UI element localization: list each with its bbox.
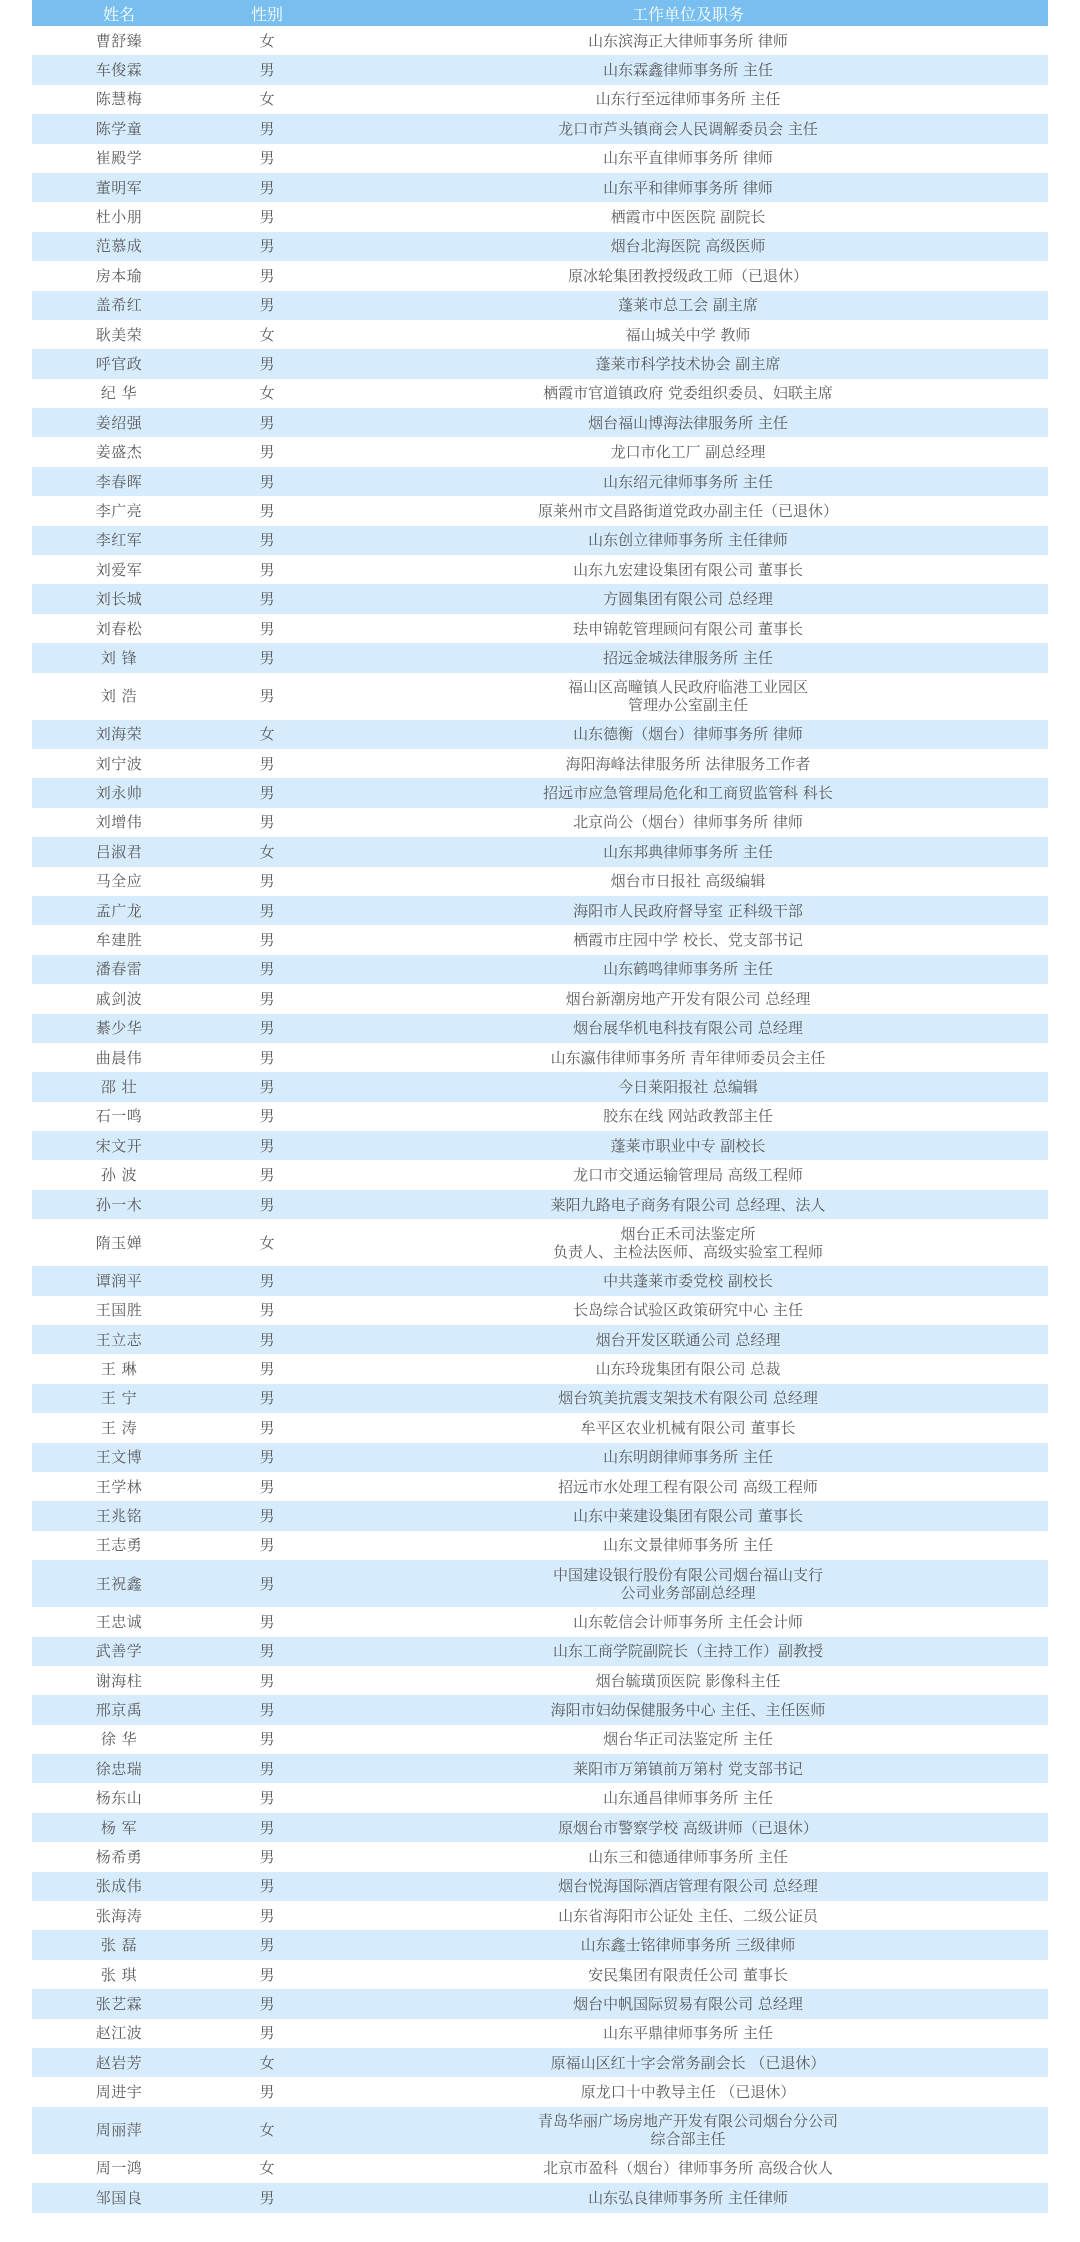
cell-gender: 女 [206,2048,328,2077]
cell-work: 烟台悦海国际酒店管理有限公司 总经理 [328,1872,1048,1901]
cell-name: 石一鸣 [32,1102,206,1131]
table-row [32,2019,1048,2048]
table-row [32,85,1048,114]
cell-gender: 男 [206,1413,328,1442]
table-row [32,1354,1048,1383]
cell-name: 刘 浩 [32,673,206,720]
table-row [32,643,1048,672]
cell-name: 耿美荣 [32,320,206,349]
cell-work: 龙口市化工厂 副总经理 [328,437,1048,466]
table-row [32,437,1048,466]
table-row [32,1560,1048,1607]
cell-gender: 男 [206,1560,328,1607]
cell-name: 王立志 [32,1325,206,1354]
cell-work: 海阳海峰法律服务所 法律服务工作者 [328,749,1048,778]
cell-work: 原龙口十中教导主任 （已退休） [328,2077,1048,2106]
cell-gender: 男 [206,614,328,643]
table-row [32,1160,1048,1189]
cell-work: 山东鑫士铭律师事务所 三级律师 [328,1930,1048,1959]
cell-work: 北京市盈科（烟台）律师事务所 高级合伙人 [328,2154,1048,2183]
cell-gender: 男 [206,1325,328,1354]
table-row [32,808,1048,837]
cell-gender: 男 [206,1190,328,1219]
cell-name: 邹国良 [32,2183,206,2212]
cell-name: 李广亮 [32,496,206,525]
table-row [32,1266,1048,1295]
table-row [32,232,1048,261]
cell-gender: 男 [206,1443,328,1472]
cell-name: 刘宁波 [32,749,206,778]
cell-gender: 男 [206,1901,328,1930]
cell-name: 徐忠瑞 [32,1754,206,1783]
cell-name: 王 宁 [32,1384,206,1413]
table-row [32,1607,1048,1636]
table-row [32,1325,1048,1354]
cell-name: 牟建胜 [32,925,206,954]
cell-work: 海阳市妇幼保健服务中心 主任、主任医师 [328,1695,1048,1724]
cell-gender: 女 [206,720,328,749]
cell-work: 中国建设银行股份有限公司烟台福山支行 公司业务部副总经理 [328,1560,1048,1607]
cell-name: 李红军 [32,526,206,555]
table-row [32,1754,1048,1783]
cell-name: 李春晖 [32,467,206,496]
cell-work: 烟台中帆国际贸易有限公司 总经理 [328,1989,1048,2018]
cell-name: 曲晨伟 [32,1043,206,1072]
cell-gender: 男 [206,673,328,720]
table-row [32,720,1048,749]
cell-name: 陈慧梅 [32,85,206,114]
cell-name: 王祝鑫 [32,1560,206,1607]
table-row [32,749,1048,778]
cell-work: 山东三和德通律师事务所 主任 [328,1842,1048,1871]
cell-work: 烟台开发区联通公司 总经理 [328,1325,1048,1354]
cell-work: 山东省海阳市公证处 主任、二级公证员 [328,1901,1048,1930]
table-row [32,1072,1048,1101]
cell-name: 王学林 [32,1472,206,1501]
cell-name: 戚剑波 [32,984,206,1013]
cell-name: 车俊霖 [32,55,206,84]
cell-name: 张 磊 [32,1930,206,1959]
cell-gender: 女 [206,379,328,408]
table-row [32,2077,1048,2106]
table-row [32,837,1048,866]
cell-name: 刘增伟 [32,808,206,837]
table-row [32,26,1048,55]
cell-work: 招远市水处理工程有限公司 高级工程师 [328,1472,1048,1501]
cell-gender: 男 [206,1813,328,1842]
cell-gender: 男 [206,808,328,837]
cell-name: 王志勇 [32,1531,206,1560]
table-body [32,26,1048,2213]
cell-name: 綦少华 [32,1014,206,1043]
cell-name: 杜小朋 [32,202,206,231]
cell-work: 烟台福山博海法律服务所 主任 [328,408,1048,437]
cell-gender: 女 [206,837,328,866]
cell-gender: 男 [206,232,328,261]
cell-name: 董明军 [32,173,206,202]
table-row [32,1637,1048,1666]
table-row [32,1725,1048,1754]
cell-work: 山东瀛伟律师事务所 青年律师委员会主任 [328,1043,1048,1072]
cell-work: 山东平直律师事务所 律师 [328,144,1048,173]
table-row [32,1190,1048,1219]
cell-work: 福山区高疃镇人民政府临港工业园区 管理办公室副主任 [328,673,1048,720]
cell-gender: 男 [206,643,328,672]
cell-work: 龙口市芦头镇商会人民调解委员会 主任 [328,114,1048,143]
table-row [32,955,1048,984]
table-row [32,1296,1048,1325]
cell-name: 徐 华 [32,1725,206,1754]
table-row [32,2107,1048,2154]
cell-name: 姜盛杰 [32,437,206,466]
table-row [32,1413,1048,1442]
cell-gender: 男 [206,1842,328,1871]
cell-gender: 男 [206,2183,328,2212]
cell-gender: 男 [206,1872,328,1901]
cell-work: 方圆集团有限公司 总经理 [328,584,1048,613]
cell-work: 牟平区农业机械有限公司 董事长 [328,1413,1048,1442]
cell-name: 曹舒臻 [32,26,206,55]
cell-work: 烟台北海医院 高级医师 [328,232,1048,261]
cell-work: 山东绍元律师事务所 主任 [328,467,1048,496]
header-row [32,0,1048,26]
cell-gender: 男 [206,1501,328,1530]
cell-gender: 男 [206,1607,328,1636]
table-row [32,673,1048,720]
cell-gender: 男 [206,1043,328,1072]
cell-name: 王 琳 [32,1354,206,1383]
cell-gender: 男 [206,1296,328,1325]
cell-name: 周一鸿 [32,2154,206,2183]
cell-work: 烟台筑美抗震支架技术有限公司 总经理 [328,1384,1048,1413]
table-row [32,1960,1048,1989]
cell-work: 青岛华丽广场房地产开发有限公司烟台分公司 综合部主任 [328,2107,1048,2154]
cell-name: 张艺霖 [32,1989,206,2018]
table-row [32,1989,1048,2018]
cell-name: 陈学童 [32,114,206,143]
cell-name: 吕淑君 [32,837,206,866]
cell-work: 山东九宏建设集团有限公司 董事长 [328,555,1048,584]
table-row [32,1783,1048,1812]
cell-name: 王文博 [32,1443,206,1472]
table-row [32,1443,1048,1472]
cell-work: 莱阳九路电子商务有限公司 总经理、法人 [328,1190,1048,1219]
cell-gender: 男 [206,1531,328,1560]
cell-gender: 男 [206,896,328,925]
cell-gender: 男 [206,1989,328,2018]
cell-gender: 男 [206,467,328,496]
cell-gender: 男 [206,1695,328,1724]
cell-work: 烟台新潮房地产开发有限公司 总经理 [328,984,1048,1013]
cell-work: 蓬莱市职业中专 副校长 [328,1131,1048,1160]
cell-gender: 男 [206,2077,328,2106]
table-row [32,1531,1048,1560]
cell-name: 赵岩芳 [32,2048,206,2077]
table-row [32,2048,1048,2077]
table-row [32,984,1048,1013]
table-row [32,1501,1048,1530]
cell-name: 王忠诚 [32,1607,206,1636]
roster-table [32,0,1048,2213]
cell-gender: 男 [206,1160,328,1189]
cell-gender: 男 [206,1666,328,1695]
cell-gender: 男 [206,1783,328,1812]
cell-gender: 女 [206,26,328,55]
cell-work: 烟台毓璜顶医院 影像科主任 [328,1666,1048,1695]
roster-table-container [32,0,1048,2213]
cell-name: 刘 锋 [32,643,206,672]
table-row [32,202,1048,231]
cell-gender: 男 [206,1384,328,1413]
table-row [32,867,1048,896]
cell-work: 山东创立律师事务所 主任律师 [328,526,1048,555]
cell-name: 姜绍强 [32,408,206,437]
table-row [32,55,1048,84]
cell-gender: 男 [206,1102,328,1131]
cell-gender: 男 [206,144,328,173]
cell-gender: 男 [206,2019,328,2048]
cell-work: 烟台华正司法鉴定所 主任 [328,1725,1048,1754]
cell-gender: 男 [206,1472,328,1501]
cell-name: 孟广龙 [32,896,206,925]
cell-work: 栖霞市官道镇政府 党委组织委员、妇联主席 [328,379,1048,408]
table-row [32,1666,1048,1695]
cell-name: 谢海柱 [32,1666,206,1695]
cell-gender: 男 [206,1131,328,1160]
cell-name: 刘长城 [32,584,206,613]
cell-work: 山东乾信会计师事务所 主任会计师 [328,1607,1048,1636]
cell-gender: 男 [206,1725,328,1754]
cell-work: 烟台正禾司法鉴定所 负责人、主检法医师、高级实验室工程师 [328,1219,1048,1266]
cell-name: 刘海荣 [32,720,206,749]
cell-gender: 男 [206,749,328,778]
cell-name: 孙 波 [32,1160,206,1189]
cell-name: 王 涛 [32,1413,206,1442]
cell-name: 谭润平 [32,1266,206,1295]
cell-name: 张海涛 [32,1901,206,1930]
cell-work: 蓬莱市科学技术协会 副主席 [328,349,1048,378]
table-row [32,1131,1048,1160]
header-name: 姓名 [32,0,206,26]
cell-gender: 男 [206,984,328,1013]
table-row [32,1472,1048,1501]
cell-gender: 男 [206,1637,328,1666]
cell-name: 刘永帅 [32,778,206,807]
table-row [32,778,1048,807]
cell-work: 福山城关中学 教师 [328,320,1048,349]
cell-work: 栖霞市中医医院 副院长 [328,202,1048,231]
cell-gender: 男 [206,202,328,231]
table-row [32,1842,1048,1871]
cell-name: 马全应 [32,867,206,896]
cell-name: 崔殿学 [32,144,206,173]
table-row [32,379,1048,408]
cell-gender: 男 [206,437,328,466]
cell-work: 北京尚公（烟台）律师事务所 律师 [328,808,1048,837]
table-row [32,291,1048,320]
cell-gender: 男 [206,955,328,984]
cell-gender: 女 [206,320,328,349]
table-row [32,408,1048,437]
cell-name: 潘春雷 [32,955,206,984]
table-row [32,467,1048,496]
table-row [32,320,1048,349]
cell-name: 王兆铭 [32,1501,206,1530]
cell-name: 武善学 [32,1637,206,1666]
cell-gender: 男 [206,114,328,143]
cell-work: 山东行至远律师事务所 主任 [328,85,1048,114]
table-header [32,0,1048,26]
cell-work: 烟台市日报社 高级编辑 [328,867,1048,896]
cell-work: 山东平和律师事务所 律师 [328,173,1048,202]
cell-name: 刘春松 [32,614,206,643]
table-row [32,1695,1048,1724]
cell-gender: 女 [206,2154,328,2183]
cell-gender: 男 [206,584,328,613]
cell-work: 山东文景律师事务所 主任 [328,1531,1048,1560]
cell-work: 山东平鼎律师事务所 主任 [328,2019,1048,2048]
cell-work: 山东明朗律师事务所 主任 [328,1443,1048,1472]
cell-name: 杨 军 [32,1813,206,1842]
cell-gender: 男 [206,496,328,525]
table-row [32,1384,1048,1413]
cell-gender: 男 [206,1014,328,1043]
cell-gender: 男 [206,1754,328,1783]
cell-work: 珐申锦乾管理顾问有限公司 董事长 [328,614,1048,643]
cell-name: 盖希红 [32,291,206,320]
cell-name: 隋玉婵 [32,1219,206,1266]
cell-gender: 男 [206,349,328,378]
cell-gender: 男 [206,1072,328,1101]
table-row [32,555,1048,584]
cell-name: 王国胜 [32,1296,206,1325]
cell-gender: 男 [206,1930,328,1959]
cell-name: 邵 壮 [32,1072,206,1101]
cell-work: 山东德衡（烟台）律师事务所 律师 [328,720,1048,749]
table-row [32,896,1048,925]
cell-gender: 男 [206,261,328,290]
cell-name: 宋文开 [32,1131,206,1160]
cell-gender: 男 [206,778,328,807]
cell-work: 栖霞市庄园中学 校长、党支部书记 [328,925,1048,954]
cell-gender: 男 [206,1960,328,1989]
table-row [32,2183,1048,2212]
cell-name: 周丽萍 [32,2107,206,2154]
cell-name: 纪 华 [32,379,206,408]
table-row [32,144,1048,173]
cell-gender: 女 [206,1219,328,1266]
cell-name: 杨希勇 [32,1842,206,1871]
table-row [32,173,1048,202]
cell-gender: 男 [206,55,328,84]
cell-work: 山东弘良律师事务所 主任律师 [328,2183,1048,2212]
table-row [32,1102,1048,1131]
header-workplace: 工作单位及职务 [328,0,1048,26]
cell-gender: 男 [206,555,328,584]
cell-work: 山东工商学院副院长（主持工作）副教授 [328,1637,1048,1666]
cell-name: 张 琪 [32,1960,206,1989]
cell-name: 房本瑜 [32,261,206,290]
cell-gender: 男 [206,291,328,320]
table-row [32,1901,1048,1930]
cell-gender: 男 [206,1354,328,1383]
cell-gender: 男 [206,1266,328,1295]
cell-work: 中共蓬莱市委党校 副校长 [328,1266,1048,1295]
cell-name: 邢京禹 [32,1695,206,1724]
cell-work: 山东鹤鸣律师事务所 主任 [328,955,1048,984]
cell-work: 今日莱阳报社 总编辑 [328,1072,1048,1101]
cell-work: 莱阳市万第镇前万第村 党支部书记 [328,1754,1048,1783]
cell-work: 原福山区红十字会常务副会长 （已退休） [328,2048,1048,2077]
cell-name: 刘爱军 [32,555,206,584]
cell-work: 龙口市交通运输管理局 高级工程师 [328,1160,1048,1189]
cell-name: 张成伟 [32,1872,206,1901]
cell-work: 山东通昌律师事务所 主任 [328,1783,1048,1812]
cell-work: 蓬莱市总工会 副主席 [328,291,1048,320]
cell-name: 杨东山 [32,1783,206,1812]
cell-gender: 男 [206,526,328,555]
table-row [32,496,1048,525]
table-row [32,1872,1048,1901]
cell-work: 山东中莱建设集团有限公司 董事长 [328,1501,1048,1530]
cell-gender: 男 [206,173,328,202]
table-row [32,1043,1048,1072]
cell-work: 原冰轮集团教授级政工师（已退休） [328,261,1048,290]
cell-work: 山东滨海正大律师事务所 律师 [328,26,1048,55]
cell-name: 呼官政 [32,349,206,378]
cell-gender: 男 [206,925,328,954]
table-row [32,584,1048,613]
cell-work: 胶东在线 网站政教部主任 [328,1102,1048,1131]
table-row [32,1014,1048,1043]
cell-work: 山东邦典律师事务所 主任 [328,837,1048,866]
table-row [32,2154,1048,2183]
cell-work: 招远市应急管理局危化和工商贸监管科 科长 [328,778,1048,807]
cell-work: 招远金城法律服务所 主任 [328,643,1048,672]
header-gender: 性别 [206,0,328,26]
cell-work: 海阳市人民政府督导室 正科级干部 [328,896,1048,925]
table-row [32,614,1048,643]
table-row [32,925,1048,954]
cell-name: 范慕成 [32,232,206,261]
table-row [32,1930,1048,1959]
cell-name: 周进宇 [32,2077,206,2106]
cell-work: 长岛综合试验区政策研究中心 主任 [328,1296,1048,1325]
table-row [32,261,1048,290]
table-row [32,1219,1048,1266]
cell-name: 孙一木 [32,1190,206,1219]
cell-work: 山东玲珑集团有限公司 总裁 [328,1354,1048,1383]
table-row [32,526,1048,555]
cell-work: 烟台展华机电科技有限公司 总经理 [328,1014,1048,1043]
table-row [32,114,1048,143]
cell-gender: 女 [206,2107,328,2154]
table-row [32,1813,1048,1842]
cell-work: 安民集团有限责任公司 董事长 [328,1960,1048,1989]
cell-gender: 男 [206,408,328,437]
cell-work: 原烟台市警察学校 高级讲师（已退休） [328,1813,1048,1842]
table-row [32,349,1048,378]
cell-gender: 女 [206,85,328,114]
cell-name: 赵江波 [32,2019,206,2048]
cell-work: 原莱州市文昌路街道党政办副主任（已退休） [328,496,1048,525]
cell-work: 山东霖鑫律师事务所 主任 [328,55,1048,84]
cell-gender: 男 [206,867,328,896]
